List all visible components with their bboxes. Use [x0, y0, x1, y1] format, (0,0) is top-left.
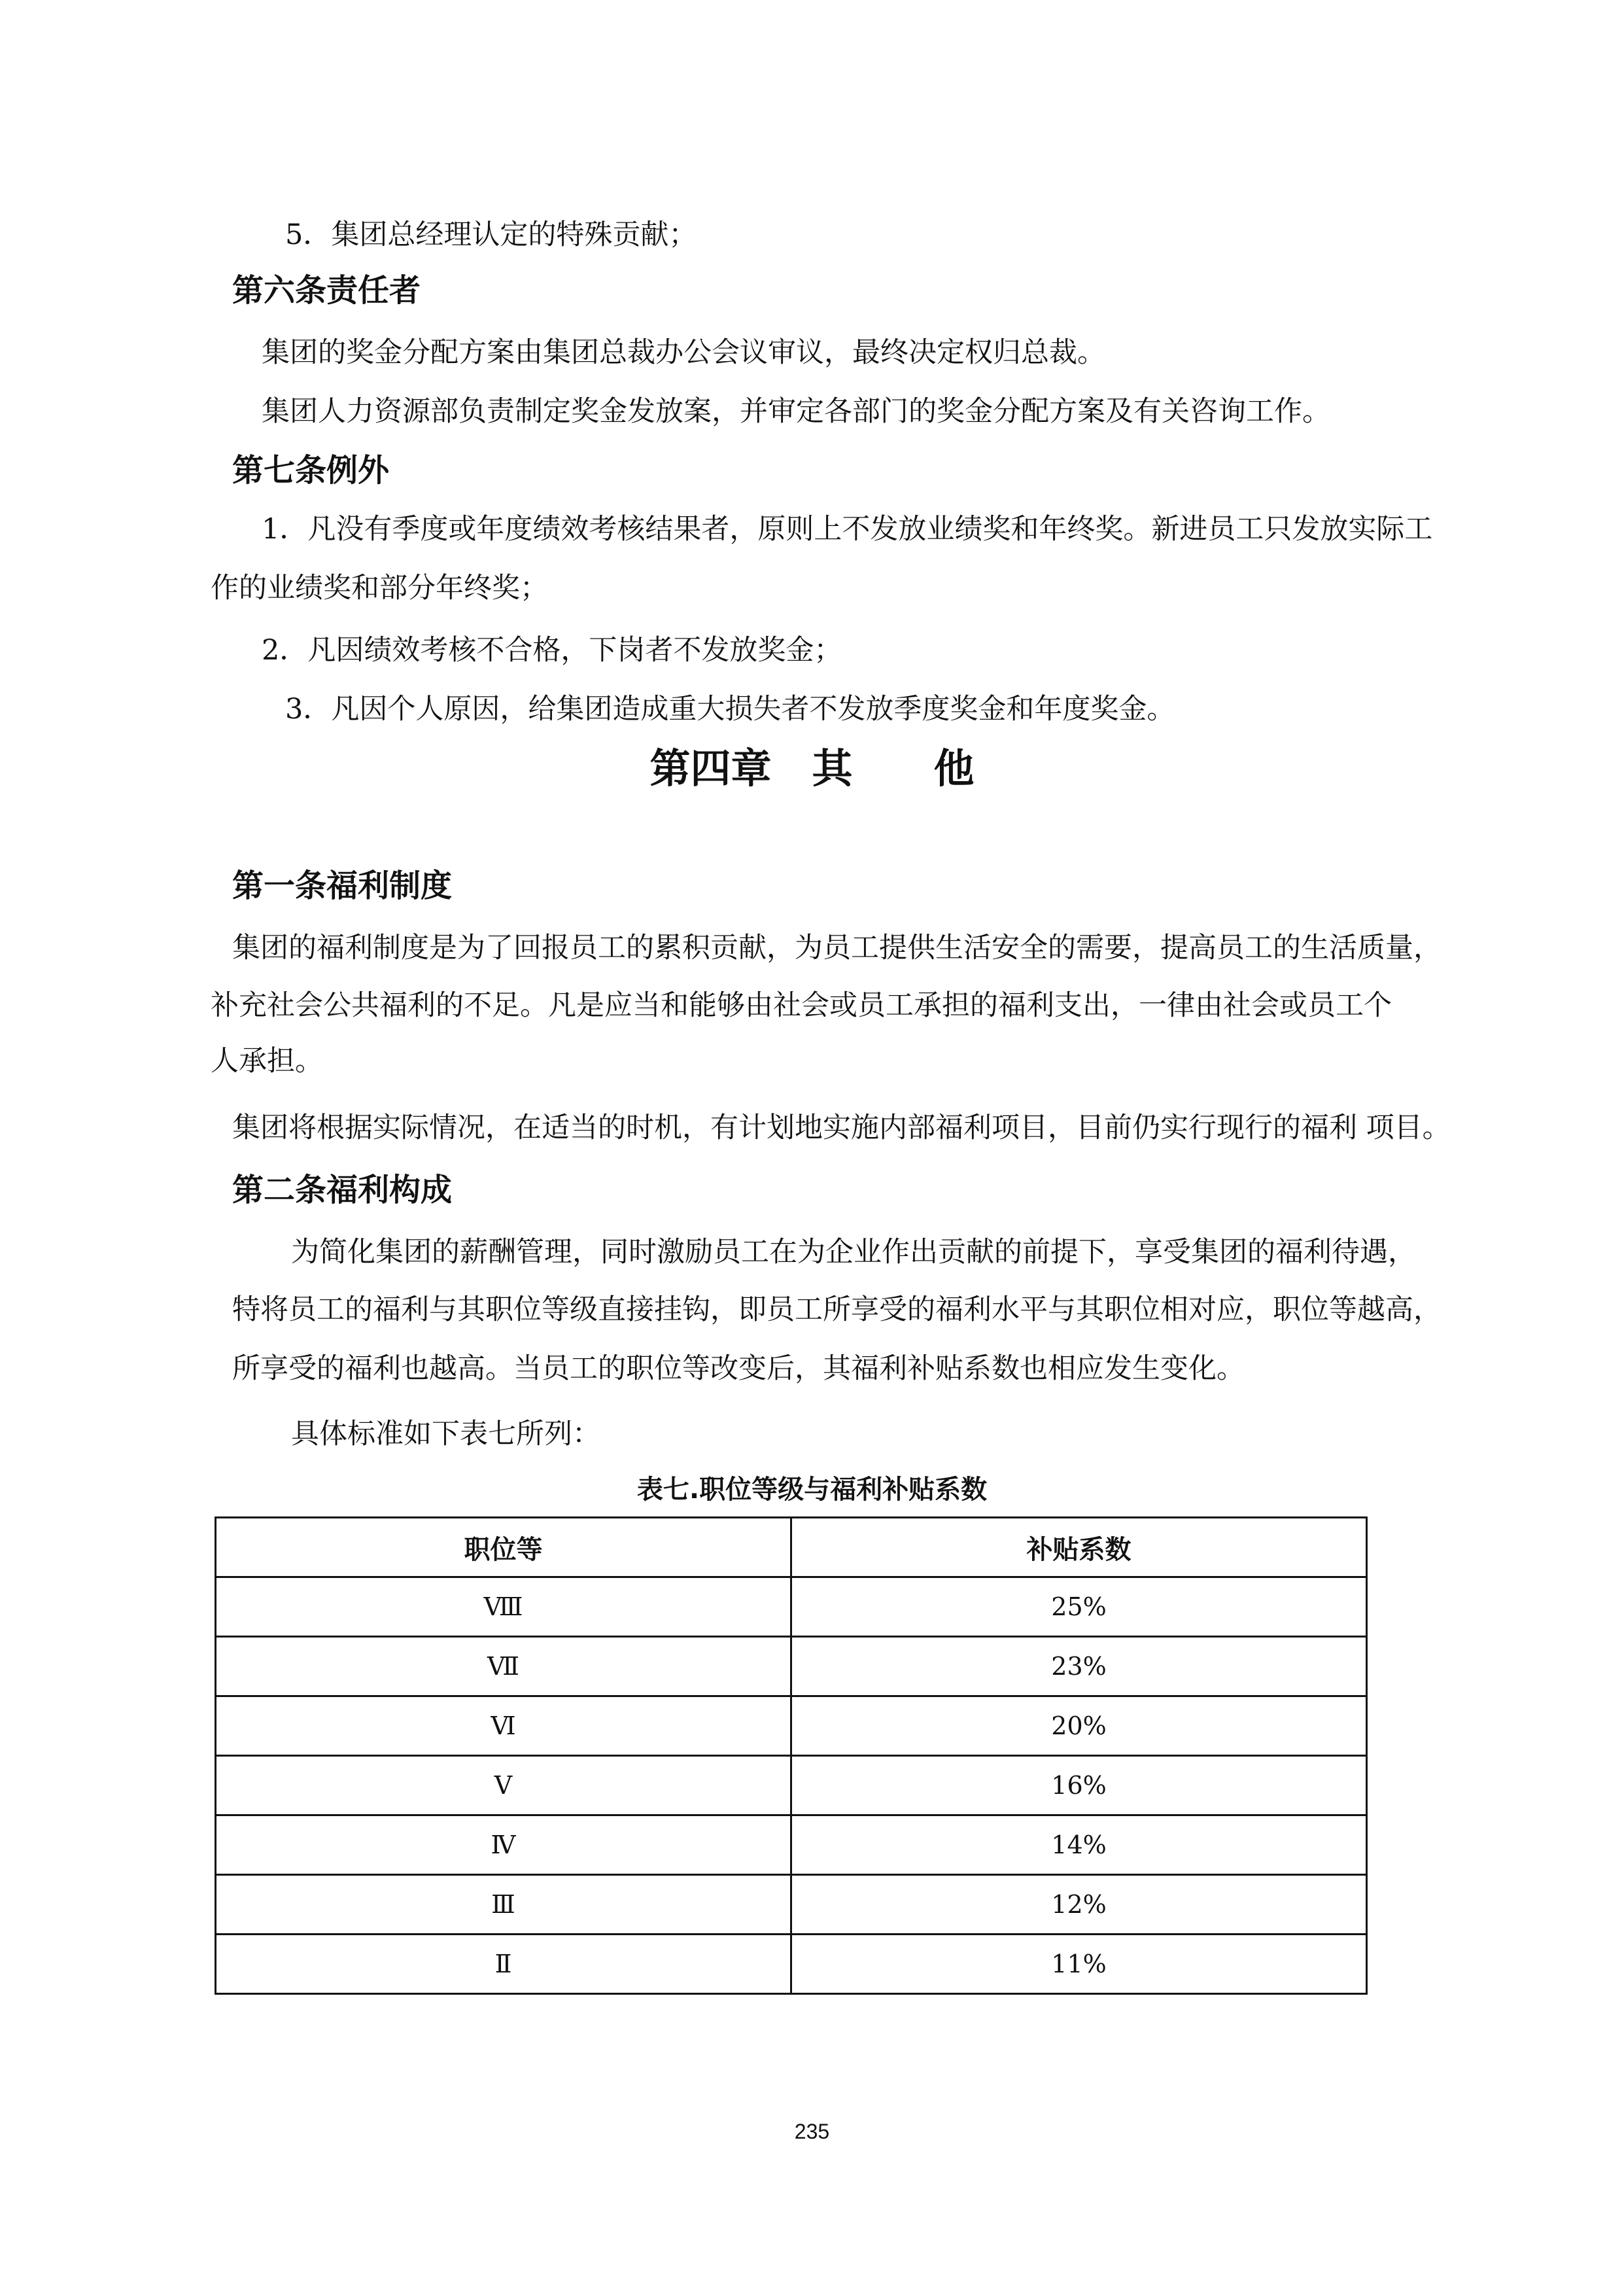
grade-cell: Ⅵ	[216, 1696, 791, 1756]
table-row	[216, 1696, 1367, 1756]
grade-cell: Ⅴ	[216, 1756, 791, 1815]
article-7-item-1: 1．凡没有季度或年度绩效考核结果者，原则上不发放业绩奖和年终奖。新进员工只发放实际工	[262, 513, 1433, 546]
grade-cell: Ⅷ	[216, 1577, 791, 1637]
table-row	[216, 1815, 1367, 1875]
coefficient-cell: 25%	[791, 1577, 1367, 1637]
article-1-paragraph-1-line-3: 人承担。	[211, 1045, 323, 1077]
chapter-title: 第四章 其 他	[649, 745, 975, 792]
coefficient-cell: 11%	[791, 1935, 1367, 1994]
table-caption: 表七.职位等级与福利补贴系数	[636, 1475, 988, 1505]
table-row	[216, 1756, 1367, 1815]
coefficient-cell: 14%	[791, 1815, 1367, 1875]
table-row	[216, 1637, 1367, 1696]
grade-cell: Ⅱ	[216, 1935, 791, 1994]
chapter-4-article-1-heading: 第一条福利制度	[232, 867, 453, 904]
coefficient-cell: 12%	[791, 1875, 1367, 1935]
column-header-subsidy-coefficient: 补贴系数	[791, 1518, 1367, 1577]
coefficient-cell: 23%	[791, 1637, 1367, 1696]
page-number: 235	[794, 2120, 830, 2143]
benefit-coefficient-table	[215, 1516, 1368, 1995]
list-item-5: 5．集团总经理认定的特殊贡献；	[285, 219, 697, 251]
article-2-paragraph-1-line-2: 特将员工的福利与其职位等级直接挂钩，即员工所享受的福利水平与其职位相对应，职位等越高，	[232, 1293, 1442, 1326]
table-header-row	[216, 1518, 1367, 1577]
chapter-4-article-2-heading: 第二条福利构成	[232, 1172, 453, 1208]
coefficient-cell: 20%	[791, 1696, 1367, 1756]
article-7-item-2: 2．凡因绩效考核不合格，下岗者不发放奖金；	[262, 634, 842, 667]
article-6-paragraph-1: 集团的奖金分配方案由集团总裁办公会议审议，最终决定权归总裁。	[262, 336, 1105, 369]
grade-cell: Ⅲ	[216, 1875, 791, 1935]
article-6-heading: 第六条责任者	[232, 272, 421, 309]
coefficient-cell: 16%	[791, 1756, 1367, 1815]
article-7-heading: 第七条例外	[232, 452, 390, 489]
article-1-paragraph-1-line-2: 补充社会公共福利的不足。凡是应当和能够由社会或员工承担的福利支出，一律由社会或员工个	[211, 989, 1392, 1022]
table-row	[216, 1935, 1367, 1994]
article-2-paragraph-2: 具体标准如下表七所列：	[291, 1418, 600, 1450]
grade-cell: Ⅶ	[216, 1637, 791, 1696]
article-1-paragraph-1-line-1: 集团的福利制度是为了回报员工的累积贡献，为员工提供生活安全的需要，提高员工的生活质量，	[232, 932, 1442, 964]
article-7-item-3: 3．凡因个人原因，给集团造成重大损失者不发放季度奖金和年度奖金。	[285, 693, 1175, 726]
article-7-item-1-continued: 作的业绩奖和部分年终奖；	[211, 572, 548, 604]
article-2-paragraph-1-line-1: 为简化集团的薪酬管理，同时激励员工在为企业作出贡献的前提下，享受集团的福利待遇，	[291, 1236, 1416, 1269]
article-6-paragraph-2: 集团人力资源部负责制定奖金发放案，并审定各部门的奖金分配方案及有关咨询工作。	[262, 395, 1330, 428]
article-2-paragraph-1-line-3: 所享受的福利也越高。当员工的职位等改变后，其福利补贴系数也相应发生变化。	[232, 1352, 1245, 1385]
table-row	[216, 1577, 1367, 1637]
grade-cell: Ⅳ	[216, 1815, 791, 1875]
column-header-position-grade: 职位等	[216, 1518, 791, 1577]
table-row	[216, 1875, 1367, 1935]
article-1-paragraph-2: 集团将根据实际情况，在适当的时机，有计划地实施内部福利项目，目前仍实行现行的福利 项目。	[232, 1112, 1451, 1144]
